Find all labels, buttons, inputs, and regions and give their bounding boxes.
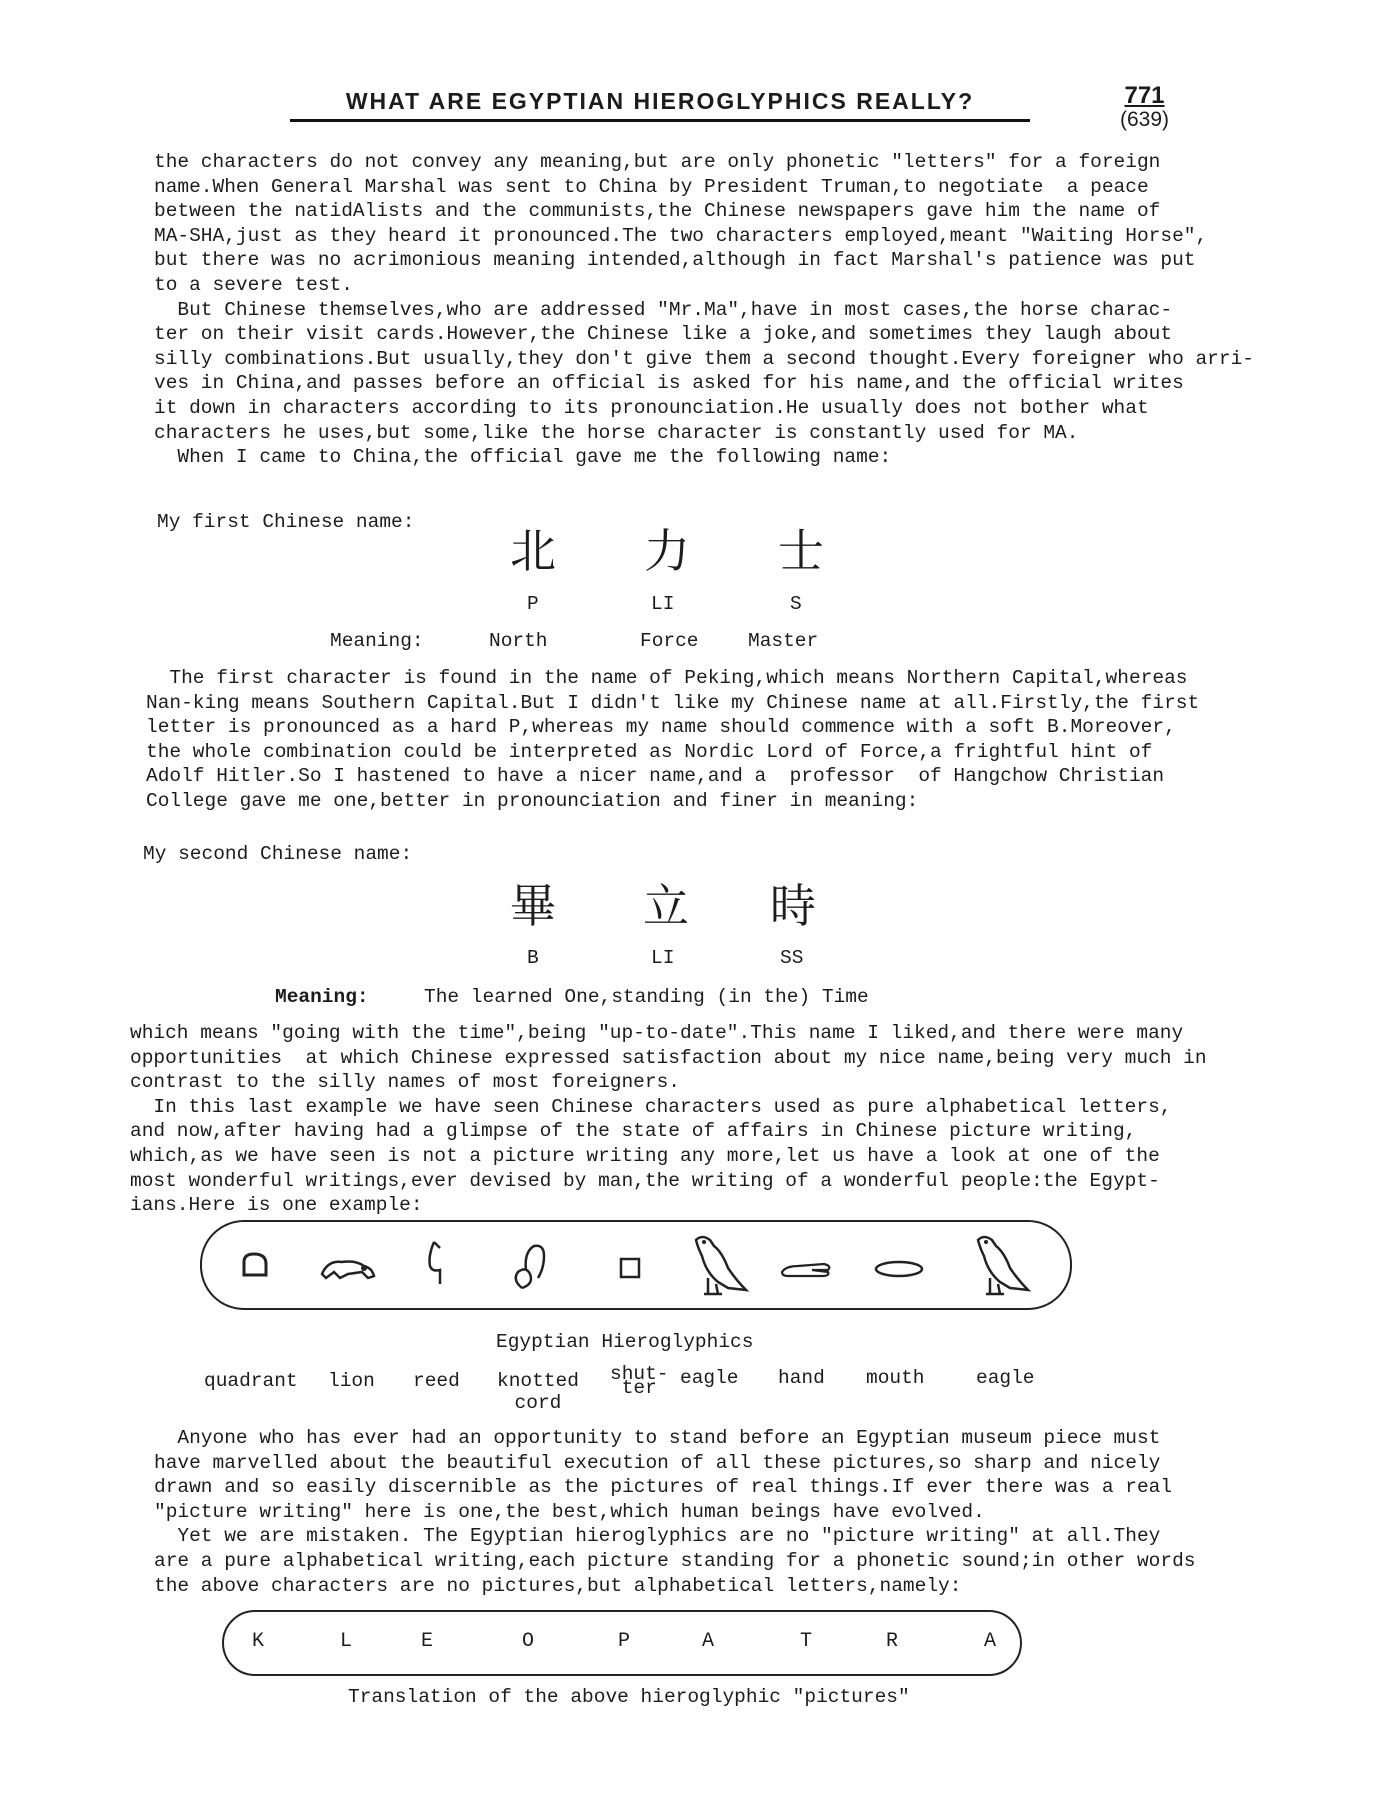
first-name-char-1: 北: [510, 524, 556, 578]
first-name-reading-1: P: [527, 593, 539, 615]
translation-letter-4: O: [522, 1630, 535, 1653]
hieroglyph-caption: Egyptian Hieroglyphics: [496, 1331, 754, 1353]
paragraph-4: Anyone who has ever had an opportunity to stand before an Egyptian museum piece must have marvelled about the beautiful execution of all these pictures,so sharp and nicely drawn and so easily discernible as the pictures of real things.If ever there was a real "picture writing" here is one,the best,which human beings have evolved. Yet we are mistaken. The Egyptian hieroglyphics are no "picture writing" at all.They are a pure alphabetical writing,each picture standing for a phonetic sound;in other words the above characters are no pictures,but alphabetical letters,namely:: [154, 1427, 1196, 1597]
hieroglyph-label-knotted-cord: knotted cord: [497, 1370, 579, 1414]
second-name-char-3: 時: [770, 879, 816, 933]
first-name-reading-2: LI: [651, 593, 675, 615]
paragraph-3: which means "going with the time",being "up-to-date".This name I liked,and there were many opportunities at which Chinese expressed satisfaction about my nice name,being very much in contrast to the silly names of most foreigners. In this last example we have seen Chinese characters used as pure alphabetical letters, and now,after having had a glimpse of the state of affairs in Chinese picture writing, which,as we have seen is not a picture writing any more,let us have a look at one of the most wonderful writings,ever devised by man,the writing of a wonderful people:the Egypt- ians.Here is one example:: [130, 1022, 1207, 1217]
first-name-meaning-1: North: [489, 630, 548, 652]
eagle-icon: [688, 1232, 750, 1298]
page-number-main: 771: [1124, 82, 1165, 109]
eagle-icon-2: [970, 1232, 1032, 1298]
translation-letter-3: E: [421, 1630, 434, 1653]
second-name-reading-1: B: [527, 947, 539, 969]
second-name-char-2: 立: [643, 879, 689, 933]
translation-caption: Translation of the above hieroglyphic "pictures": [348, 1686, 910, 1708]
quadrant-icon: [238, 1250, 274, 1280]
translation-letter-2: L: [340, 1630, 353, 1653]
hieroglyph-label-reed: reed: [413, 1370, 460, 1392]
reed-icon: [424, 1238, 448, 1288]
hieroglyph-label-hand: hand: [778, 1367, 825, 1389]
first-name-char-3: 士: [778, 524, 824, 578]
lion-icon: [318, 1254, 378, 1282]
translation-letter-5: P: [618, 1630, 631, 1653]
page-number: [1120, 84, 1169, 132]
knotted-cord-icon: [508, 1238, 550, 1294]
page-number-alt: (639): [1120, 108, 1170, 131]
first-name-reading-3: S: [790, 593, 802, 615]
second-name-meaning: The learned One,standing (in the) Time: [424, 986, 869, 1008]
hieroglyph-label-eagle-2: eagle: [976, 1367, 1035, 1389]
first-name-meaning-label: Meaning:: [330, 630, 424, 652]
first-name-meaning-2: Force: [640, 630, 699, 652]
hieroglyph-label-shutter: shut- ter: [610, 1363, 669, 1399]
translation-letter-8: R: [886, 1630, 899, 1653]
translation-letter-6: A: [702, 1630, 715, 1653]
second-name-meaning-label: Meaning:: [275, 986, 369, 1008]
hieroglyph-label-mouth: mouth: [866, 1367, 925, 1389]
second-name-char-1: 畢: [510, 879, 556, 933]
paragraph-1: the characters do not convey any meaning,but are only phonetic "letters" for a foreign name.When General Marshal was sent to China by President Truman,to negotiate a peace between the natidAlists and the communists,the Chinese newspapers gave him the name of MA-SHA,just as they heard it pronounced.The two characters employed,meant "Waiting Horse", but there was no acrimonious meaning intended,although in fact Marshal's patience was put to a severe test. But Chinese themselves,who are addressed "Mr.Ma",have in most cases,the horse charac- ter on their visit cards.However,the Chinese like a joke,and sometimes they laugh about silly combinations.But usually,they don't give them a second thought.Every foreigner who arri- ves in China,and passes before an official is asked for his name,and the official writes it down in characters according to its pronounciation.He usually does not bother what characters he uses,but some,like the horse character is constantly used for MA. When I came to China,the official gave me the following name:: [154, 151, 1254, 469]
paragraph-2: The first character is found in the name of Peking,which means Northern Capital,whereas Nan-king means Southern Capital.But I didn't like my Chinese name at all.Firstly,the first letter is pronounced as a hard P,whereas my name should commence with a soft B.Moreover, the whole combination could be interpreted as Nordic Lord of Force,a frightful hint of Adolf Hitler.So I hastened to have a nicer name,and a professor of Hangchow Christian College gave me one,better in pronounciation and finer in meaning:: [146, 667, 1200, 812]
translation-letter-1: K: [252, 1630, 265, 1653]
first-name-char-2: 力: [644, 524, 690, 578]
second-name-label: My second Chinese name:: [143, 843, 413, 865]
page-title: WHAT ARE EGYPTIAN HIEROGLYPHICS REALLY?: [290, 88, 1030, 122]
mouth-icon: [872, 1258, 926, 1280]
hieroglyph-label-lion: lion: [328, 1370, 375, 1392]
first-name-label: My first Chinese name:: [157, 511, 415, 533]
hieroglyph-label-eagle: eagle: [680, 1367, 739, 1389]
hieroglyph-label-quadrant: quadrant: [204, 1370, 298, 1392]
hand-icon: [778, 1258, 834, 1280]
translation-letter-7: T: [800, 1630, 813, 1653]
first-name-meaning-3: Master: [748, 630, 819, 652]
shutter-icon: [618, 1256, 642, 1280]
second-name-reading-3: SS: [780, 947, 804, 969]
second-name-reading-2: LI: [651, 947, 675, 969]
translation-letter-9: A: [984, 1630, 997, 1653]
